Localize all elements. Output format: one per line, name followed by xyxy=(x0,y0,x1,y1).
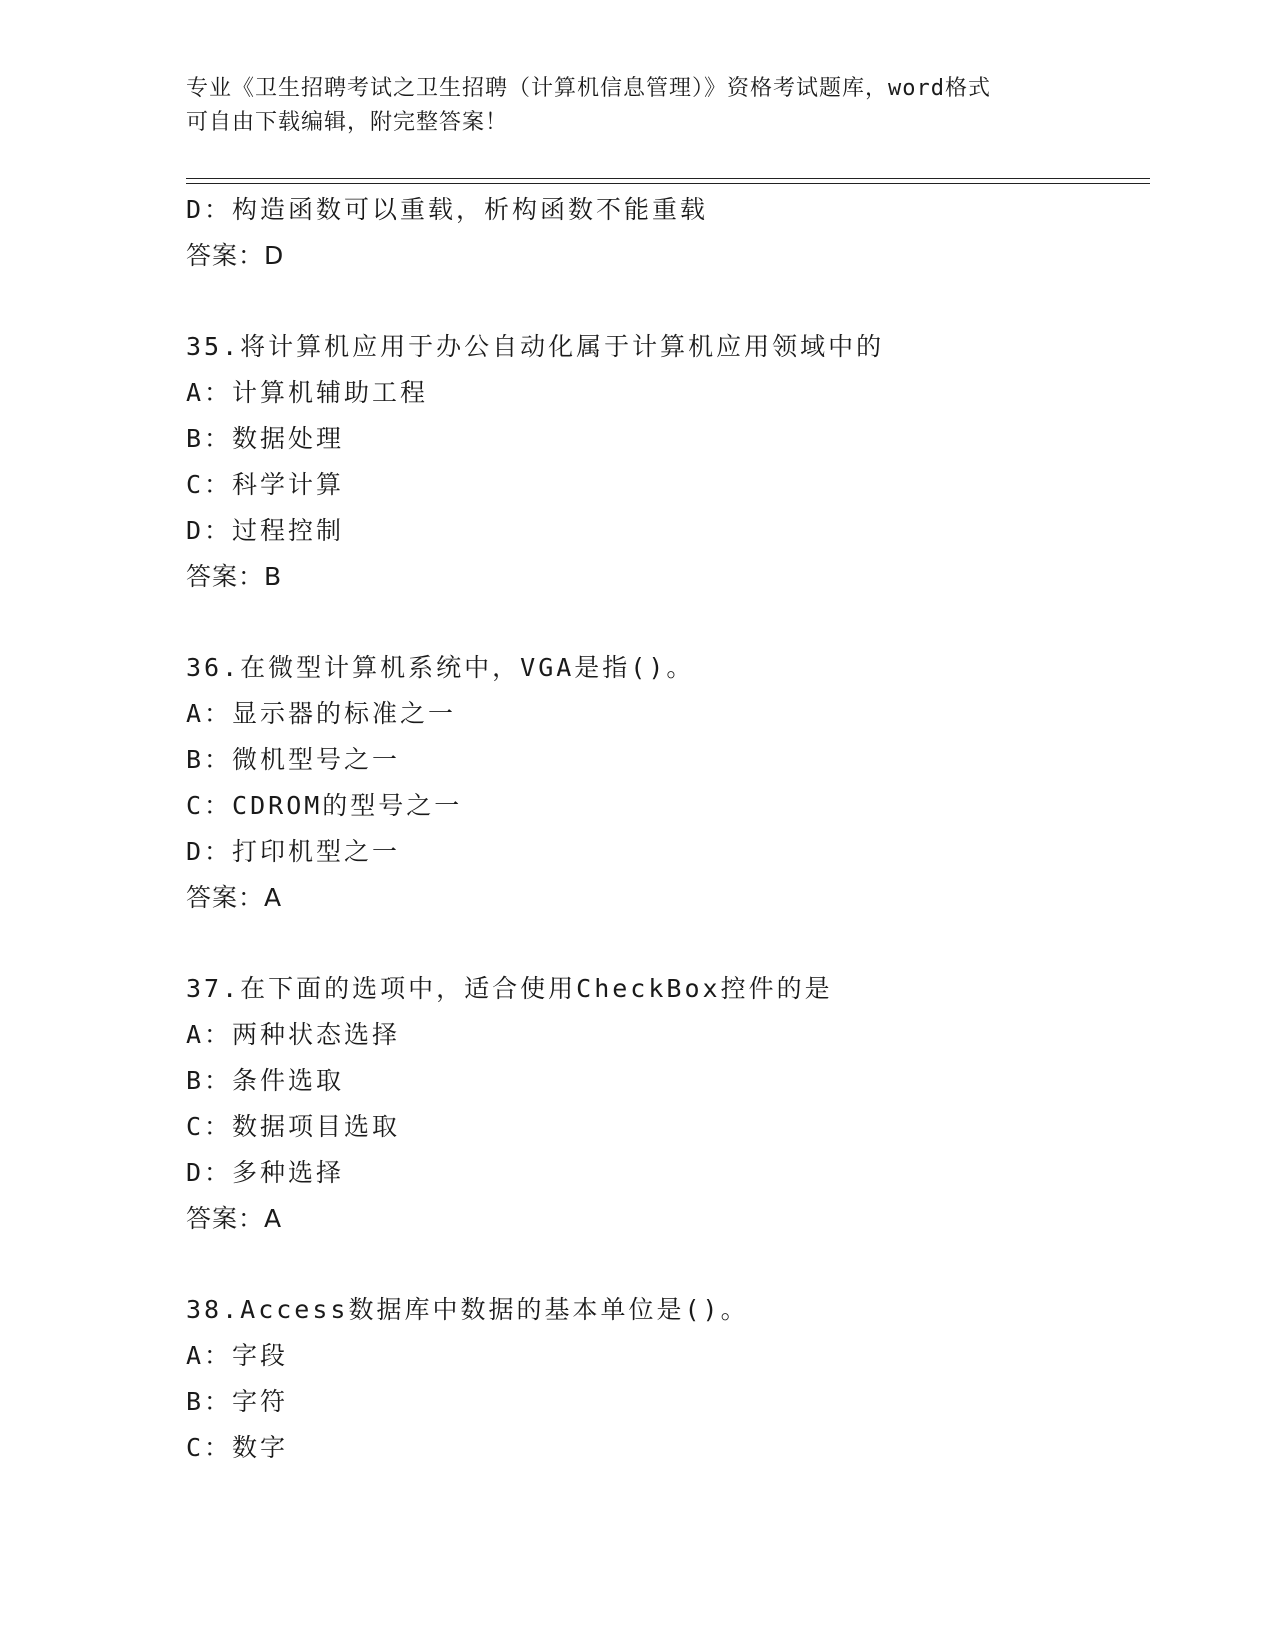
spacer xyxy=(186,279,1146,324)
spacer xyxy=(186,1242,1146,1287)
header-divider-top xyxy=(186,178,1150,179)
spacer xyxy=(186,600,1146,645)
question-stem: 38.Access数据库中数据的基本单位是()。 xyxy=(186,1295,749,1324)
option-b: B：条件选取 xyxy=(186,1066,345,1095)
answer-line: 答案：A xyxy=(186,1204,283,1233)
question-list xyxy=(186,187,1146,1471)
question-stem: 37.在下面的选项中，适合使用CheckBox控件的是 xyxy=(186,974,833,1003)
option-a: A：显示器的标准之一 xyxy=(186,699,457,728)
header-divider-bottom xyxy=(186,183,1150,184)
answer-line: 答案：A xyxy=(186,883,283,912)
option-d: D：过程控制 xyxy=(186,516,345,545)
option-a: A：两种状态选择 xyxy=(186,1020,401,1049)
option-d: D：多种选择 xyxy=(186,1158,345,1187)
header-title-line-2: 可自由下载编辑，附完整答案！ xyxy=(186,110,509,135)
question-stem: 35.将计算机应用于办公自动化属于计算机应用领域中的 xyxy=(186,332,885,361)
question-stem: 36.在微型计算机系统中，VGA是指()。 xyxy=(186,653,695,682)
option-d: D：构造函数可以重载，析构函数不能重载 xyxy=(186,195,709,224)
answer-line: 答案：B xyxy=(186,562,283,591)
question-37 xyxy=(186,966,1146,1242)
question-36 xyxy=(186,645,1146,921)
option-d: D：打印机型之一 xyxy=(186,837,401,866)
header-title-line-1: 专业《卫生招聘考试之卫生招聘（计算机信息管理）》资格考试题库，word格式 xyxy=(186,76,991,101)
option-b: B：数据处理 xyxy=(186,424,345,453)
answer-line: 答案：D xyxy=(186,241,285,270)
option-c: C：CDROM的型号之一 xyxy=(186,791,463,820)
option-c: C：数据项目选取 xyxy=(186,1112,401,1141)
option-a: A：计算机辅助工程 xyxy=(186,378,429,407)
question-35 xyxy=(186,324,1146,600)
spacer xyxy=(186,921,1146,966)
question-38 xyxy=(186,1287,1146,1471)
document-header xyxy=(186,72,1086,140)
option-b: B：微机型号之一 xyxy=(186,745,401,774)
option-b: B：字符 xyxy=(186,1387,289,1416)
option-a: A：字段 xyxy=(186,1341,289,1370)
option-c: C：科学计算 xyxy=(186,470,345,499)
option-c: C：数字 xyxy=(186,1433,289,1462)
